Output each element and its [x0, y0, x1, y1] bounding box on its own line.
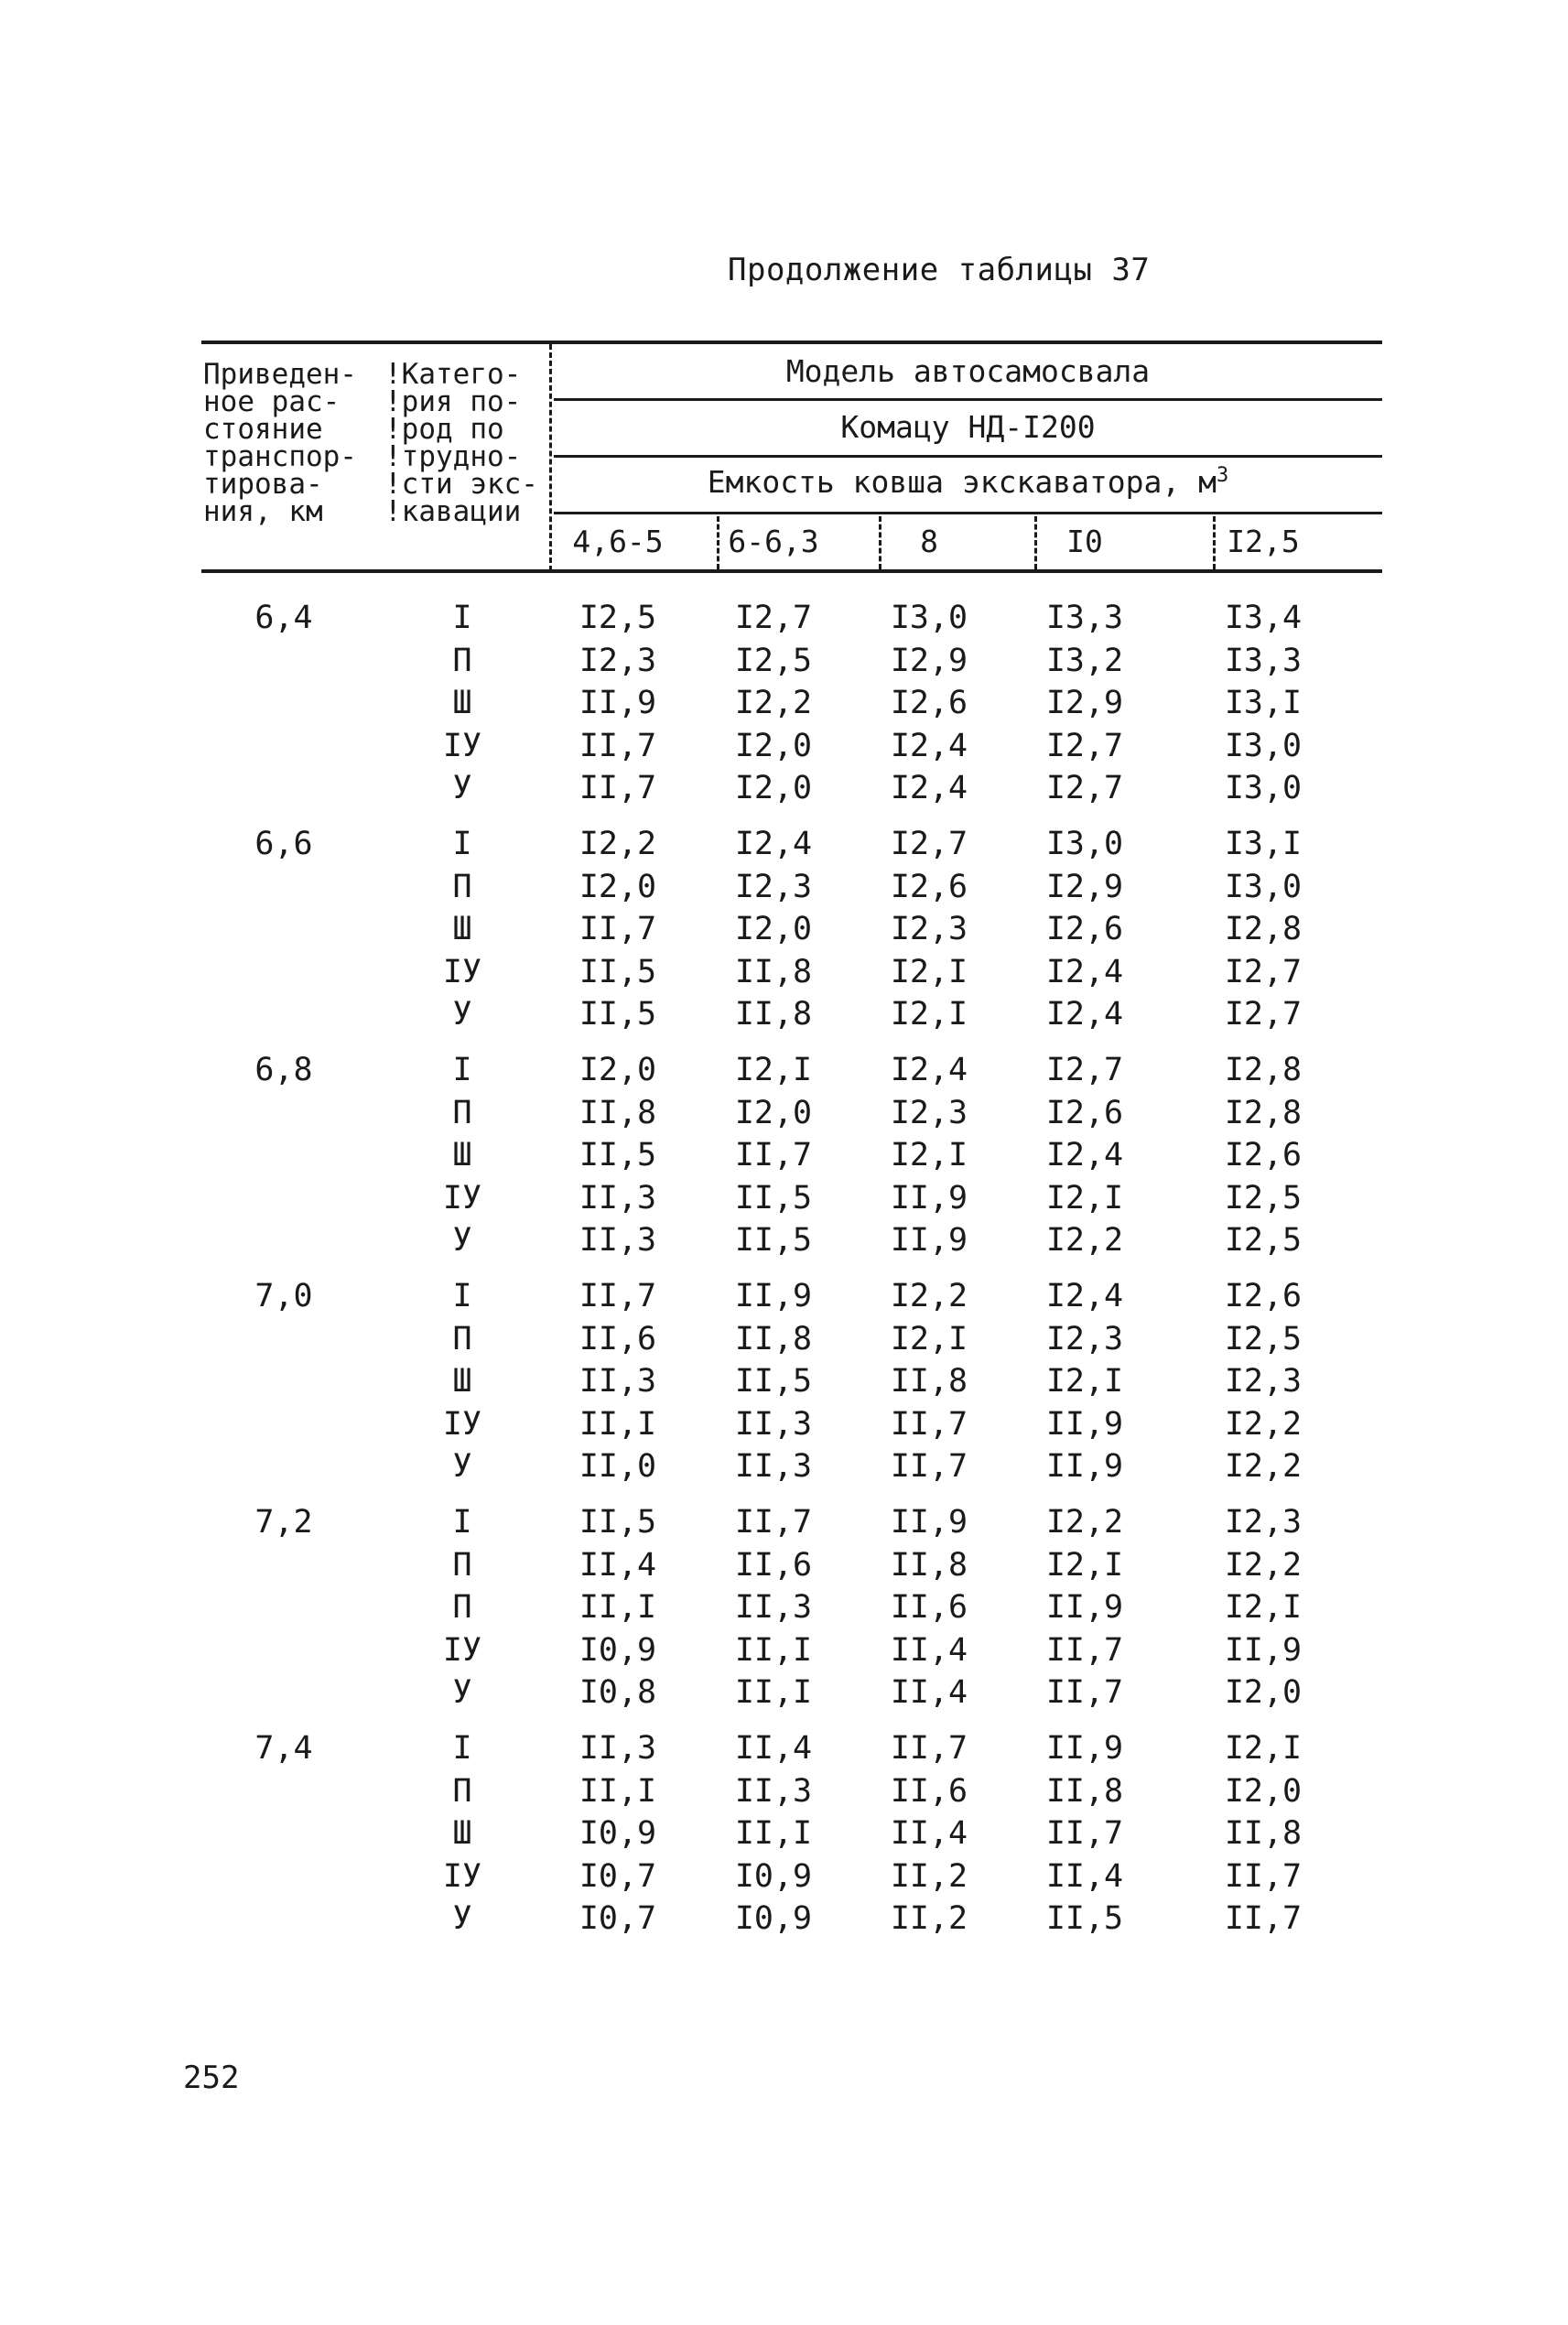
- value-cell: II,7: [890, 1406, 968, 1443]
- header-category-label: [384, 358, 538, 528]
- category-cell: I: [452, 1278, 472, 1314]
- value-cell: II,4: [890, 1674, 968, 1711]
- value-cell: I2,9: [1045, 685, 1124, 721]
- value-cell: II,5: [1045, 1900, 1124, 1937]
- value-cell: I2,0: [1224, 1773, 1303, 1810]
- value-cell: II,7: [1045, 1815, 1124, 1852]
- value-cell: II,6: [890, 1773, 968, 1810]
- bucket-title-rule: [554, 512, 1382, 514]
- value-cell: I2,7: [1045, 728, 1124, 764]
- distance-cell: 6,4: [254, 600, 313, 636]
- value-cell: II,6: [579, 1321, 657, 1357]
- value-cell: II,7: [579, 1278, 657, 1314]
- table-row: [201, 826, 1382, 868]
- value-cell: II,9: [890, 1180, 968, 1217]
- category-cell: I: [452, 600, 472, 636]
- value-cell: I2,I: [890, 1137, 968, 1173]
- value-cell: I2,2: [1224, 1448, 1303, 1485]
- value-cell: I2,5: [579, 600, 657, 636]
- header-distance-label: [203, 358, 357, 528]
- value-cell: II,9: [1045, 1448, 1124, 1485]
- value-cell: II,5: [734, 1180, 813, 1217]
- value-cell: I2,8: [1224, 911, 1303, 947]
- value-cell: I2,2: [1224, 1406, 1303, 1443]
- value-cell: II,0: [579, 1448, 657, 1485]
- value-cell: I2,8: [1224, 1052, 1303, 1088]
- value-cell: II,3: [734, 1448, 813, 1485]
- page-number: 252: [183, 2060, 240, 2096]
- value-cell: I2,2: [1045, 1504, 1124, 1541]
- value-cell: II,7: [734, 1137, 813, 1173]
- value-cell: I2,7: [1045, 1052, 1124, 1088]
- value-cell: I3,0: [1045, 826, 1124, 862]
- value-cell: II,7: [890, 1448, 968, 1485]
- category-cell: П: [452, 1547, 472, 1584]
- value-cell: II,5: [579, 996, 657, 1033]
- header-category-right-divider: [549, 344, 552, 571]
- value-cell: I2,3: [890, 911, 968, 947]
- table-row: [201, 1321, 1382, 1363]
- bucket-capacity-text: Емкость ковша экскаватора, м: [707, 464, 1217, 500]
- header-category-line: !рия по-: [384, 385, 522, 418]
- value-cell: II,6: [734, 1547, 813, 1584]
- header-category-line: !трудно-: [384, 440, 522, 473]
- value-cell: II,5: [579, 1137, 657, 1173]
- value-cell: I0,9: [579, 1815, 657, 1852]
- value-cell: I2,I: [1045, 1180, 1124, 1217]
- value-cell: I0,9: [734, 1858, 813, 1895]
- value-cell: I2,9: [1045, 869, 1124, 905]
- table-row: [201, 1137, 1382, 1179]
- value-cell: I2,2: [1045, 1222, 1124, 1259]
- value-cell: I2,3: [579, 643, 657, 679]
- value-cell: II,7: [1045, 1674, 1124, 1711]
- value-cell: II,4: [1045, 1858, 1124, 1895]
- category-cell: IУ: [442, 954, 482, 990]
- capacity-heading: I2,5: [1227, 524, 1300, 559]
- bucket-capacity-title: [554, 464, 1382, 500]
- value-cell: I2,9: [890, 643, 968, 679]
- value-cell: II,5: [579, 954, 657, 990]
- category-cell: I: [452, 1052, 472, 1088]
- value-cell: I2,0: [579, 869, 657, 905]
- value-cell: I3,4: [1224, 600, 1303, 636]
- value-cell: I3,0: [890, 600, 968, 636]
- value-cell: I2,0: [734, 1095, 813, 1131]
- table-row: [201, 1730, 1382, 1772]
- value-cell: I2,I: [890, 996, 968, 1033]
- header-distance-line: ния, км: [203, 495, 323, 528]
- value-cell: II,5: [734, 1222, 813, 1259]
- value-cell: I2,2: [579, 826, 657, 862]
- model-name-rule: [554, 455, 1382, 458]
- header-distance-line: транспор-: [203, 440, 357, 473]
- value-cell: I2,3: [734, 869, 813, 905]
- capacity-heading: 8: [920, 524, 938, 559]
- value-cell: II,8: [1224, 1815, 1303, 1852]
- value-cell: I2,4: [890, 770, 968, 806]
- value-cell: II,8: [890, 1547, 968, 1584]
- category-cell: IУ: [442, 1406, 482, 1443]
- distance-cell: 7,4: [254, 1730, 313, 1767]
- value-cell: I2,7: [1045, 770, 1124, 806]
- value-cell: I2,7: [890, 826, 968, 862]
- header-bottom-rule: [201, 569, 1382, 573]
- value-cell: I2,3: [1045, 1321, 1124, 1357]
- value-cell: I2,6: [890, 869, 968, 905]
- distance-cell: 6,6: [254, 826, 313, 862]
- table-row: [201, 1815, 1382, 1857]
- category-cell: Ш: [452, 1137, 472, 1173]
- value-cell: II,4: [579, 1547, 657, 1584]
- value-cell: II,7: [1224, 1858, 1303, 1895]
- value-cell: I2,7: [1224, 954, 1303, 990]
- distance-cell: 7,0: [254, 1278, 313, 1314]
- model-title-rule: [554, 398, 1382, 401]
- value-cell: I3,0: [1224, 869, 1303, 905]
- header-category-line: !кавации: [384, 495, 522, 528]
- value-cell: II,3: [579, 1730, 657, 1767]
- value-cell: II,I: [579, 1589, 657, 1626]
- category-cell: IУ: [442, 1858, 482, 1895]
- value-cell: II,2: [890, 1900, 968, 1937]
- table-row: [201, 1773, 1382, 1815]
- value-cell: II,9: [890, 1222, 968, 1259]
- category-cell: П: [452, 1589, 472, 1626]
- value-cell: II,9: [1045, 1730, 1124, 1767]
- value-cell: I2,I: [890, 1321, 968, 1357]
- distance-cell: 6,8: [254, 1052, 313, 1088]
- value-cell: I2,0: [734, 728, 813, 764]
- value-cell: II,I: [734, 1815, 813, 1852]
- value-cell: I2,3: [1224, 1363, 1303, 1400]
- value-cell: II,7: [890, 1730, 968, 1767]
- value-cell: I2,2: [890, 1278, 968, 1314]
- value-cell: I2,I: [1224, 1589, 1303, 1626]
- value-cell: I3,I: [1224, 685, 1303, 721]
- category-cell: IУ: [442, 1180, 482, 1217]
- table-row: [201, 1547, 1382, 1589]
- value-cell: II,3: [734, 1406, 813, 1443]
- value-cell: I2,4: [890, 728, 968, 764]
- header-category-line: !Катего-: [384, 358, 522, 391]
- table-row: [201, 1180, 1382, 1222]
- value-cell: II,7: [734, 1504, 813, 1541]
- value-cell: I2,I: [1045, 1547, 1124, 1584]
- header-distance-line: тирова-: [203, 468, 323, 501]
- value-cell: II,4: [890, 1815, 968, 1852]
- value-cell: I2,6: [1224, 1278, 1303, 1314]
- table-row: [201, 1222, 1382, 1264]
- table-caption: Продолжение таблицы 37: [728, 252, 1151, 288]
- value-cell: I2,7: [734, 600, 813, 636]
- value-cell: I2,5: [1224, 1321, 1303, 1357]
- category-cell: У: [452, 1674, 472, 1711]
- table-row: [201, 1448, 1382, 1490]
- value-cell: I3,3: [1045, 600, 1124, 636]
- value-cell: I2,4: [734, 826, 813, 862]
- value-cell: I2,7: [1224, 996, 1303, 1033]
- table-row: [201, 1363, 1382, 1405]
- value-cell: II,7: [579, 911, 657, 947]
- table-row: [201, 869, 1382, 911]
- value-cell: I3,0: [1224, 770, 1303, 806]
- value-cell: II,3: [734, 1589, 813, 1626]
- table-row: [201, 996, 1382, 1038]
- capacity-heading: 6-6,3: [728, 524, 819, 559]
- value-cell: II,5: [579, 1504, 657, 1541]
- value-cell: II,8: [890, 1363, 968, 1400]
- value-cell: I0,7: [579, 1858, 657, 1895]
- category-cell: У: [452, 1448, 472, 1485]
- header-top-rule: [201, 341, 1382, 344]
- category-cell: Ш: [452, 685, 472, 721]
- value-cell: II,9: [579, 685, 657, 721]
- value-cell: II,5: [734, 1363, 813, 1400]
- category-cell: I: [452, 1504, 472, 1541]
- value-cell: I2,0: [734, 770, 813, 806]
- bucket-capacity-unit-sup: 3: [1217, 464, 1229, 487]
- category-cell: Ш: [452, 911, 472, 947]
- model-title: Модель автосамосвала: [785, 353, 1151, 389]
- value-cell: I2,0: [734, 911, 813, 947]
- table-row: [201, 1095, 1382, 1137]
- value-cell: II,3: [734, 1773, 813, 1810]
- value-cell: I2,4: [1045, 1137, 1124, 1173]
- table-row: [201, 1900, 1382, 1942]
- value-cell: I0,9: [579, 1632, 657, 1669]
- value-cell: II,3: [579, 1180, 657, 1217]
- value-cell: I2,3: [1224, 1504, 1303, 1541]
- value-cell: I2,I: [734, 1052, 813, 1088]
- table-header: [201, 341, 1382, 574]
- value-cell: I3,I: [1224, 826, 1303, 862]
- table-row: [201, 643, 1382, 685]
- table-row: [201, 1632, 1382, 1674]
- header-category-line: !сти экс-: [384, 468, 538, 501]
- value-cell: II,I: [734, 1632, 813, 1669]
- value-cell: I2,4: [1045, 996, 1124, 1033]
- value-cell: II,4: [890, 1632, 968, 1669]
- value-cell: II,3: [579, 1222, 657, 1259]
- value-cell: I2,0: [579, 1052, 657, 1088]
- value-cell: I2,8: [1224, 1095, 1303, 1131]
- value-cell: II,7: [579, 770, 657, 806]
- header-distance-line: стояние: [203, 413, 323, 446]
- table-row: [201, 1858, 1382, 1900]
- value-cell: II,7: [1224, 1900, 1303, 1937]
- value-cell: II,8: [734, 954, 813, 990]
- value-cell: II,8: [734, 996, 813, 1033]
- value-cell: I2,5: [734, 643, 813, 679]
- value-cell: I2,2: [734, 685, 813, 721]
- value-cell: I0,8: [579, 1674, 657, 1711]
- table-row: [201, 911, 1382, 953]
- table-row: [201, 1504, 1382, 1546]
- value-cell: I3,0: [1224, 728, 1303, 764]
- capacity-heading: I0: [1066, 524, 1103, 559]
- value-cell: I2,3: [890, 1095, 968, 1131]
- header-distance-line: Приведен-: [203, 358, 357, 391]
- category-cell: I: [452, 826, 472, 862]
- value-cell: II,7: [1045, 1632, 1124, 1669]
- table-row: [201, 600, 1382, 642]
- value-cell: II,8: [1045, 1773, 1124, 1810]
- value-cell: I0,9: [734, 1900, 813, 1937]
- value-cell: II,7: [579, 728, 657, 764]
- category-cell: У: [452, 1900, 472, 1937]
- category-cell: У: [452, 1222, 472, 1259]
- table-row: [201, 1278, 1382, 1320]
- distance-cell: 7,2: [254, 1504, 313, 1541]
- table-row: [201, 1674, 1382, 1716]
- value-cell: I3,2: [1045, 643, 1124, 679]
- value-cell: I2,4: [890, 1052, 968, 1088]
- value-cell: II,6: [890, 1589, 968, 1626]
- capacity-heading: 4,6-5: [572, 524, 664, 559]
- header-category-line: !род по: [384, 413, 504, 446]
- table-row: [201, 728, 1382, 770]
- value-cell: I0,7: [579, 1900, 657, 1937]
- value-cell: II,9: [734, 1278, 813, 1314]
- value-cell: II,9: [1224, 1632, 1303, 1669]
- category-cell: П: [452, 1095, 472, 1131]
- table-row: [201, 1406, 1382, 1448]
- category-cell: IУ: [442, 728, 482, 764]
- value-cell: II,9: [890, 1504, 968, 1541]
- value-cell: II,9: [1045, 1589, 1124, 1626]
- value-cell: II,8: [734, 1321, 813, 1357]
- category-cell: П: [452, 1321, 472, 1357]
- value-cell: II,9: [1045, 1406, 1124, 1443]
- table-row: [201, 770, 1382, 812]
- model-name: Комацу НД-I200: [840, 409, 1096, 445]
- value-cell: II,2: [890, 1858, 968, 1895]
- value-cell: I2,4: [1045, 954, 1124, 990]
- header-distance-line: ное рас-: [203, 385, 341, 418]
- value-cell: I3,3: [1224, 643, 1303, 679]
- value-cell: I2,I: [1224, 1730, 1303, 1767]
- category-cell: I: [452, 1730, 472, 1767]
- value-cell: I2,6: [1045, 1095, 1124, 1131]
- value-cell: I2,6: [1224, 1137, 1303, 1173]
- table-row: [201, 1589, 1382, 1631]
- category-cell: П: [452, 1773, 472, 1810]
- category-cell: Ш: [452, 1815, 472, 1852]
- category-cell: У: [452, 996, 472, 1033]
- value-cell: II,4: [734, 1730, 813, 1767]
- category-cell: У: [452, 770, 472, 806]
- value-cell: I2,5: [1224, 1180, 1303, 1217]
- value-cell: I2,0: [1224, 1674, 1303, 1711]
- value-cell: I2,I: [1045, 1363, 1124, 1400]
- category-cell: Ш: [452, 1363, 472, 1400]
- category-cell: П: [452, 869, 472, 905]
- capacity-divider: [717, 516, 719, 569]
- table-row: [201, 1052, 1382, 1094]
- value-cell: II,I: [579, 1406, 657, 1443]
- value-cell: II,I: [579, 1773, 657, 1810]
- table-row: [201, 685, 1382, 727]
- value-cell: I2,6: [890, 685, 968, 721]
- category-cell: П: [452, 643, 472, 679]
- value-cell: II,8: [579, 1095, 657, 1131]
- table-row: [201, 954, 1382, 996]
- value-cell: I2,5: [1224, 1222, 1303, 1259]
- value-cell: I2,I: [890, 954, 968, 990]
- value-cell: I2,4: [1045, 1278, 1124, 1314]
- value-cell: I2,2: [1224, 1547, 1303, 1584]
- value-cell: II,I: [734, 1674, 813, 1711]
- value-cell: I2,6: [1045, 911, 1124, 947]
- value-cell: II,3: [579, 1363, 657, 1400]
- category-cell: IУ: [442, 1632, 482, 1669]
